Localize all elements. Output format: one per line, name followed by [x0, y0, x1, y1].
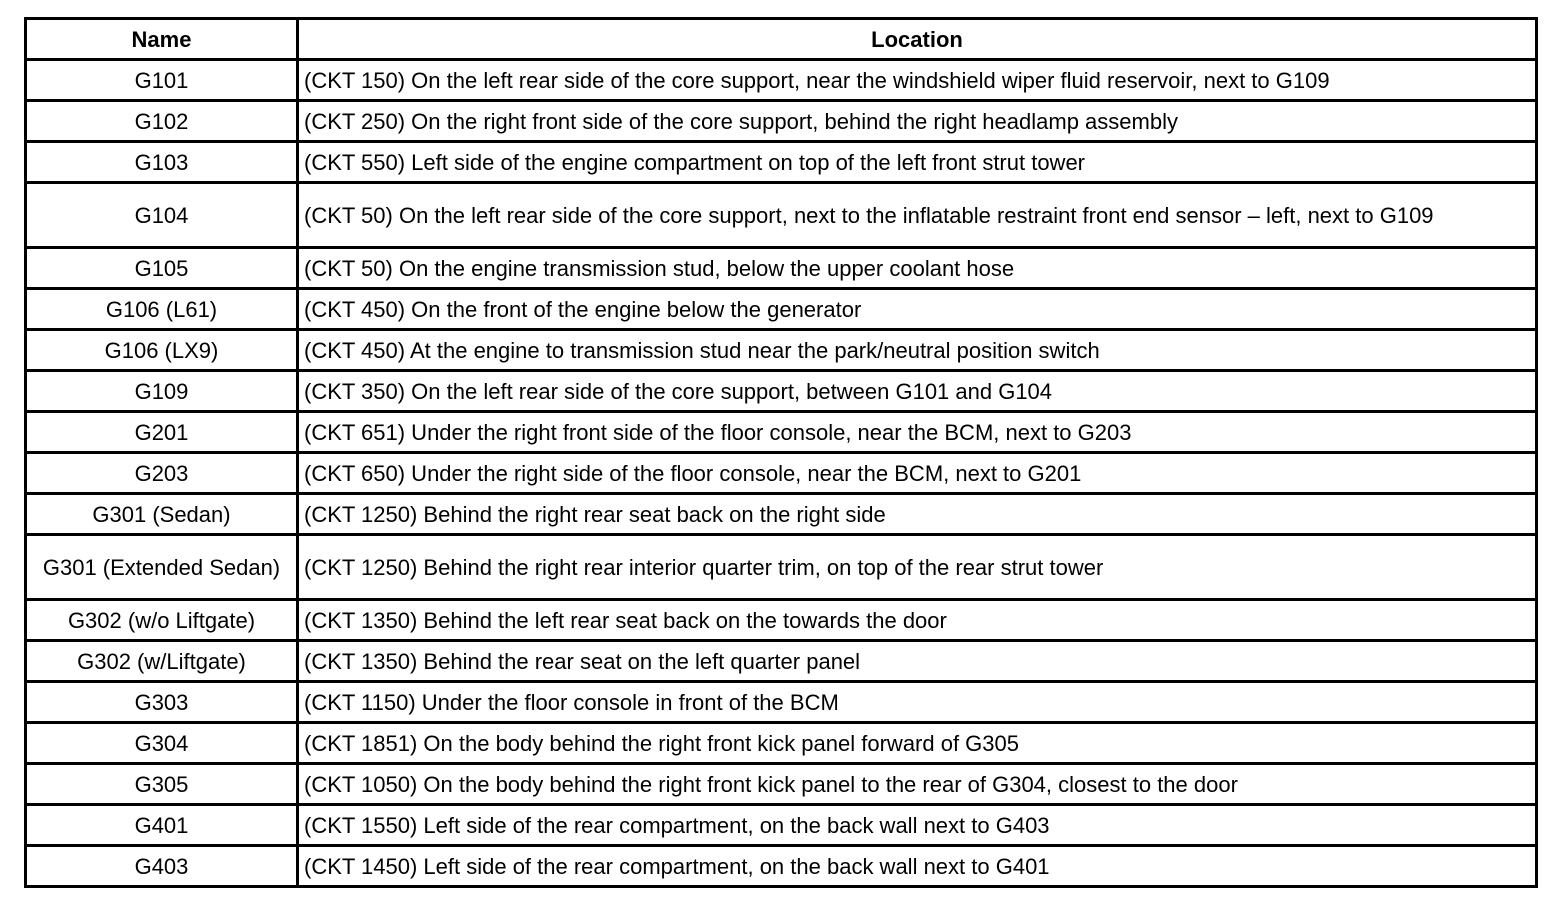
ground-name-cell: G301 (Extended Sedan) — [26, 535, 298, 600]
ground-location-cell: (CKT 1250) Behind the right rear seat back on the right side — [298, 494, 1537, 535]
ground-location-cell: (CKT 1050) On the body behind the right front kick panel to the rear of G304, closest to the door — [298, 764, 1537, 805]
ground-location-cell: (CKT 250) On the right front side of the core support, behind the right headlamp assembly — [298, 101, 1537, 142]
ground-name-cell: G403 — [26, 846, 298, 887]
table-row — [26, 289, 1537, 330]
column-header-name: Name — [26, 19, 298, 60]
table-row — [26, 600, 1537, 641]
column-header-location: Location — [298, 19, 1537, 60]
ground-name-cell: G102 — [26, 101, 298, 142]
ground-name-cell: G105 — [26, 248, 298, 289]
table-row — [26, 641, 1537, 682]
ground-name-cell: G304 — [26, 723, 298, 764]
ground-location-cell: (CKT 50) On the engine transmission stud, below the upper coolant hose — [298, 248, 1537, 289]
ground-name-cell: G302 (w/o Liftgate) — [26, 600, 298, 641]
ground-location-cell: (CKT 350) On the left rear side of the core support, between G101 and G104 — [298, 371, 1537, 412]
ground-name-cell: G106 (L61) — [26, 289, 298, 330]
table-row — [26, 60, 1537, 101]
ground-location-cell: (CKT 450) On the front of the engine below the generator — [298, 289, 1537, 330]
ground-name-cell: G109 — [26, 371, 298, 412]
table-row — [26, 453, 1537, 494]
ground-location-cell: (CKT 1450) Left side of the rear compartment, on the back wall next to G401 — [298, 846, 1537, 887]
ground-locations-table — [24, 17, 1538, 888]
ground-name-cell: G106 (LX9) — [26, 330, 298, 371]
ground-name-cell: G201 — [26, 412, 298, 453]
table-row — [26, 101, 1537, 142]
ground-location-cell: (CKT 650) Under the right side of the floor console, near the BCM, next to G201 — [298, 453, 1537, 494]
ground-name-cell: G203 — [26, 453, 298, 494]
ground-name-cell: G301 (Sedan) — [26, 494, 298, 535]
ground-location-cell: (CKT 1851) On the body behind the right front kick panel forward of G305 — [298, 723, 1537, 764]
ground-name-cell: G305 — [26, 764, 298, 805]
table-row — [26, 494, 1537, 535]
table-row — [26, 805, 1537, 846]
ground-name-cell: G103 — [26, 142, 298, 183]
ground-location-cell: (CKT 651) Under the right front side of the floor console, near the BCM, next to G203 — [298, 412, 1537, 453]
table-row — [26, 535, 1537, 600]
table-header-row — [26, 19, 1537, 60]
ground-location-cell: (CKT 1150) Under the floor console in front of the BCM — [298, 682, 1537, 723]
ground-name-cell: G401 — [26, 805, 298, 846]
table-row — [26, 248, 1537, 289]
table-row — [26, 764, 1537, 805]
ground-location-cell: (CKT 1350) Behind the rear seat on the left quarter panel — [298, 641, 1537, 682]
ground-location-cell: (CKT 50) On the left rear side of the core support, next to the inflatable restraint front end sensor – left, next to G109 — [298, 183, 1537, 248]
table-row — [26, 330, 1537, 371]
ground-name-cell: G302 (w/Liftgate) — [26, 641, 298, 682]
ground-location-cell: (CKT 550) Left side of the engine compartment on top of the left front strut tower — [298, 142, 1537, 183]
ground-location-cell: (CKT 1250) Behind the right rear interior quarter trim, on top of the rear strut tower — [298, 535, 1537, 600]
table-row — [26, 412, 1537, 453]
table-row — [26, 846, 1537, 887]
ground-name-cell: G303 — [26, 682, 298, 723]
table-row — [26, 142, 1537, 183]
ground-location-cell: (CKT 1550) Left side of the rear compartment, on the back wall next to G403 — [298, 805, 1537, 846]
table-row — [26, 371, 1537, 412]
ground-name-cell: G101 — [26, 60, 298, 101]
table-row — [26, 723, 1537, 764]
ground-name-cell: G104 — [26, 183, 298, 248]
ground-location-cell: (CKT 1350) Behind the left rear seat back on the towards the door — [298, 600, 1537, 641]
ground-location-cell: (CKT 450) At the engine to transmission stud near the park/neutral position switch — [298, 330, 1537, 371]
table-row — [26, 682, 1537, 723]
ground-location-cell: (CKT 150) On the left rear side of the core support, near the windshield wiper fluid reservoir, next to G109 — [298, 60, 1537, 101]
table-row — [26, 183, 1537, 248]
